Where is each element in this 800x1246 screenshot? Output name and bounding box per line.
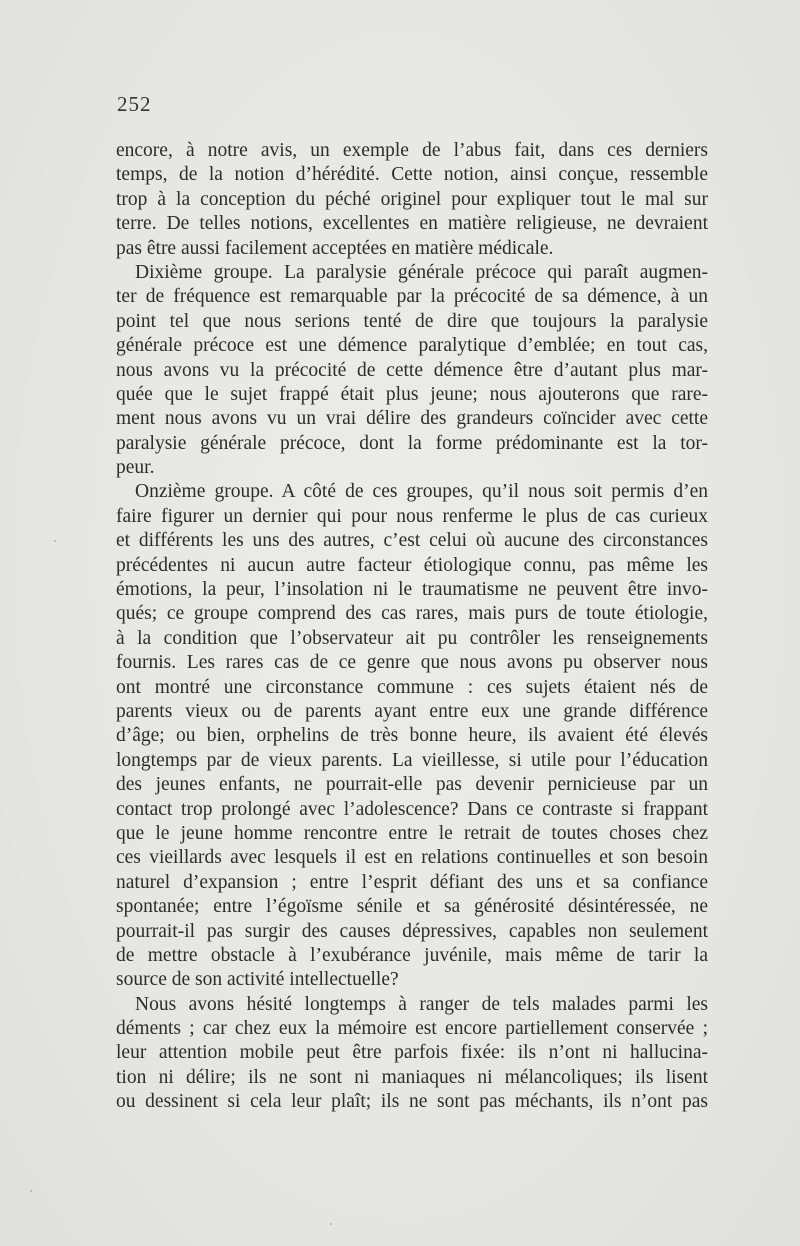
text-line: tion ni délire; ils ne sont ni maniaques ni mélancoliques; ils lisent (116, 1066, 708, 1088)
text-line: terre. De telles notions, excellentes en matière religieuse, ne devraient (116, 213, 708, 235)
text-line: pourrait-il pas surgir des causes dépressives, capables non seulement (116, 920, 708, 942)
text-line: d’âge; ou bien, orphelins de très bonne heure, ils avaient été élevés (116, 725, 708, 747)
text-line: encore, à notre avis, un exemple de l’abus fait, dans ces derniers (116, 140, 708, 161)
text-line: fournis. Les rares cas de ce genre que nous avons pu observer nous (116, 652, 708, 674)
text-line: et différents les uns des autres, c’est celui où aucune des circonstances (116, 530, 708, 552)
text-line: longtemps par de vieux parents. La vieillesse, si utile pour l’éducation (116, 749, 708, 771)
text-line: Onzième groupe. A côté de ces groupes, qu’il nous soit permis d’en (135, 481, 708, 503)
text-line: ou dessinent si cela leur plaît; ils ne sont pas méchants, ils n’ont pas (116, 1091, 708, 1113)
text-line: quée que le sujet frappé était plus jeune; nous ajouterons que rare- (116, 383, 708, 405)
text-line: leur attention mobile peut être parfois fixée: ils n’ont ni hallucina- (116, 1042, 708, 1064)
text-line: paralysie générale précoce, dont la forme prédominante est la tor- (116, 432, 708, 454)
text-line: source de son activité intellectuelle? (116, 969, 399, 991)
text-line: trop à la conception du péché originel pour expliquer tout le mal sur (116, 188, 708, 210)
text-line: temps, de la notion d’hérédité. Cette notion, ainsi conçue, ressemble (116, 164, 708, 186)
text-line: émotions, la peur, l’insolation ni le traumatisme ne peuvent être invo- (116, 579, 708, 601)
text-line: déments ; car chez eux la mémoire est encore partiellement conservée ; (116, 1018, 708, 1040)
text-line: ter de fréquence est remarquable par la précocité de sa démence, à un (116, 286, 708, 308)
text-line: spontanée; entre l’égoïsme sénile et sa générosité désintéressée, ne (116, 896, 708, 918)
text-line: précédentes ni aucun autre facteur étiologique connu, pas même les (116, 554, 708, 576)
text-line: qués; ce groupe comprend des cas rares, mais purs de toute étiologie, (116, 603, 708, 625)
text-line: contact trop prolongé avec l’adolescence? Dans ce contraste si frappant (116, 798, 708, 820)
text-line: naturel d’expansion ; entre l’esprit défiant des uns et sa confiance (116, 871, 708, 893)
text-line: ces vieillards avec lesquels il est en relations continuelles et son besoin (116, 847, 708, 869)
text-line: nous avons vu la précocité de cette démence être d’autant plus mar- (116, 359, 708, 381)
text-line: Dixième groupe. La paralysie générale précoce qui paraît augmen- (135, 261, 708, 283)
body-text (116, 139, 708, 1115)
text-line: parents vieux ou de parents ayant entre eux une grande différence (116, 700, 708, 722)
paper-speck (330, 1223, 332, 1225)
text-line: ont montré une circonstance commune : ces sujets étaient nés de (116, 676, 708, 698)
text-line: de mettre obstacle à l’exubérance juvénile, mais même de tarir la (116, 944, 708, 966)
text-line: peur. (116, 457, 155, 479)
paper-speck (30, 1190, 32, 1192)
text-line: des jeunes enfants, ne pourrait-elle pas devenir pernicieuse par un (116, 774, 708, 796)
text-line: pas être aussi facilement acceptées en matière médicale. (116, 237, 554, 259)
text-line: ment nous avons vu un vrai délire des grandeurs coïncider avec cette (116, 408, 708, 430)
page-number: 252 (117, 92, 152, 116)
text-line: point tel que nous serions tenté de dire que toujours la paralysie (116, 310, 708, 332)
text-line: à la condition que l’observateur ait pu contrôler les renseignements (116, 627, 708, 649)
paper-speck (54, 540, 56, 542)
text-line: que le jeune homme rencontre entre le retrait de toutes choses chez (116, 822, 708, 844)
text-line: faire figurer un dernier qui pour nous renferme le plus de cas curieux (116, 505, 708, 527)
text-line: générale précoce est une démence paralytique d’emblée; en tout cas, (116, 335, 708, 357)
text-line: Nous avons hésité longtemps à ranger de tels malades parmi les (135, 993, 708, 1015)
